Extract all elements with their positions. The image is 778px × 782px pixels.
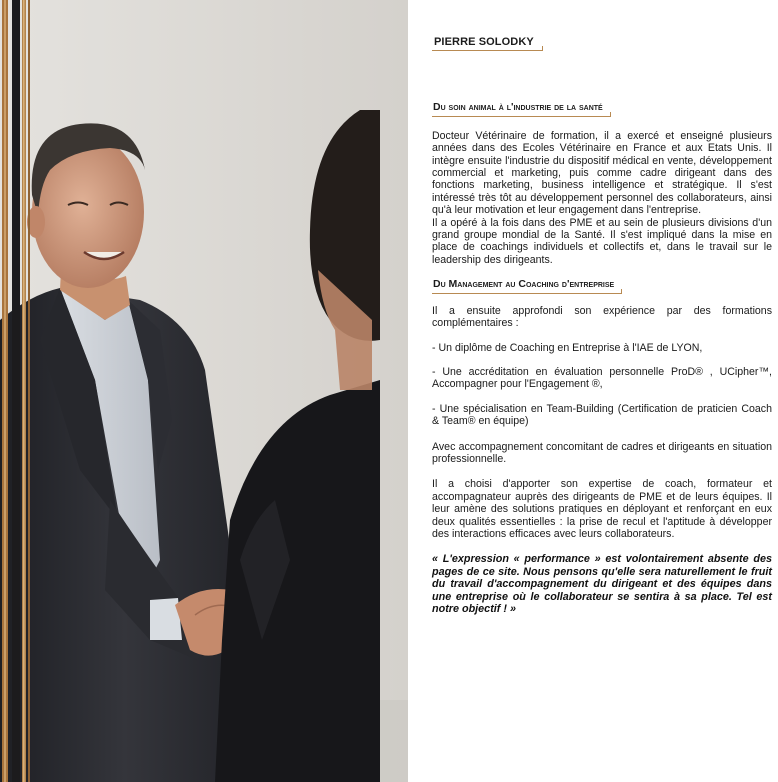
bio-content: [432, 36, 772, 615]
closing-quote: « L'expression « performance » est volontairement absente des pages de ce site. Nous pensons qu'elle sera naturellement le fruit du travail d'accompagnement du dirigeant et des équipes dans une entreprise où le collaborateur se sentira à sa place. Tel est notre objectif ! »: [432, 553, 772, 615]
name-heading-wrap: [432, 36, 537, 51]
gold-divider-bars: [0, 0, 32, 782]
training-item-2: - Une accréditation en évaluation personnelle ProD® , UCipher™, Accompagner pour l'Engagement ®,: [432, 365, 772, 391]
section-1-heading-wrap: [432, 101, 605, 116]
section-2-heading-wrap: [432, 278, 616, 293]
training-item-3: - Une spécialisation en Team-Building (Certification de praticien Coach & Team® en équipe): [432, 402, 772, 428]
section-1-title: Du soin animal à l'industrie de la santé: [433, 101, 603, 114]
section-2-intro: Il a ensuite approfondi son expérience par des formations complémentaires :: [432, 304, 772, 330]
section-1-paragraph-2: Il a opéré à la fois dans des PME et au sein de plusieurs divisions d'un grand groupe mondial de la Santé. Il s'est impliqué dans la mise en place de coachings individuels et collectifs et, dans le travail sur le leadership des dirigeants.: [432, 216, 772, 266]
person-name: PIERRE SOLODKY: [434, 36, 534, 48]
training-item-1: - Un diplôme de Coaching en Entreprise à l'IAE de LYON,: [432, 341, 703, 354]
section-2-paragraph-1: Avec accompagnement concomitant de cadres et dirigeants en situation professionnelle.: [432, 440, 772, 465]
section-2-paragraph-2: Il a choisi d'apporter son expertise de coach, formateur et accompagnateur auprès des dirigeants de PME et de leurs équipes. Il leur amène des solutions pratiques en déployant et renforçant en eux deux qualités essentielles : la prise de recul et l'aptitude à développer des interactions efficaces avec leurs collaborateurs.: [432, 478, 772, 540]
section-2-title: Du Management au Coaching d'entreprise: [433, 278, 615, 291]
section-1-paragraph-1: Docteur Vétérinaire de formation, il a exercé et enseigné plusieurs années dans des Ecoles Vétérinaire en France et aux Etats Unis. Il intègre ensuite l'industrie du dispositif médical en vente, développement commercial et marketing, puis comme cadre dirigeant dans des fonctions marketing, business intelligence et stratégique. Il s'est intéressé très tôt au développement personnel des collaborateurs, ainsi qu'à leur motivation et leur engagement dans l'entreprise.: [432, 129, 772, 217]
